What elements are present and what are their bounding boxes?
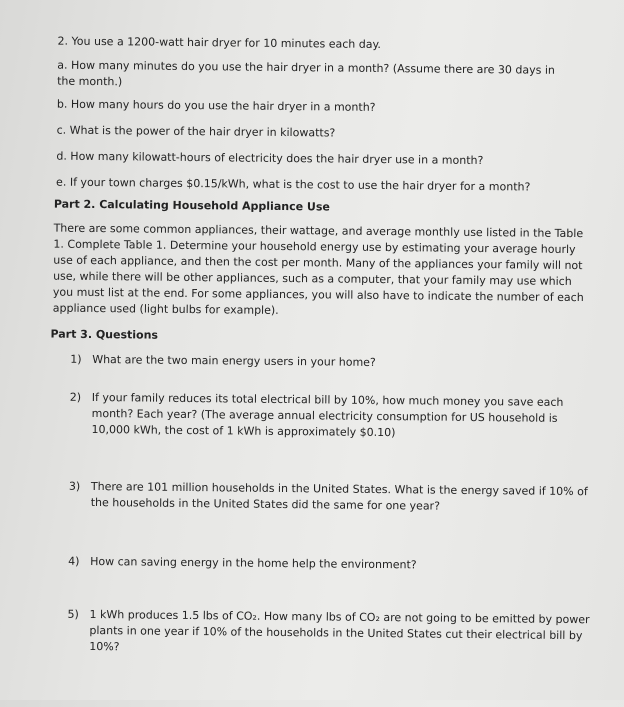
question-number: 3) [68,479,81,493]
question-3 [68,479,599,513]
problem-2-part-d: d. How many kilowatt-hours of electricity does the hair dryer use in a month? [56,149,484,168]
question-1 [70,352,600,369]
part-2-paragraph: There are some common appliances, their wattage, and average monthly use listed in the Table 1. Complete Table 1. Determine your household energy use by estimating your average hourly use of each appliance, and then the cost per month. Many of the appliances your family will not use, while there will be other appliances, such as a computer, that your family may use which you must list at the end. For some appliances, you will also have to indicate the number of each appliance used (light bulbs for example). [52,221,584,317]
question-5 [67,607,598,654]
problem-2-part-e: e. If your town charges $0.15/kWh, what is the cost to use the hair dryer for a month? [56,175,531,194]
question-text: There are 101 million households in the United States. What is the energy saved if 10% of the households in the United States did the same for one year? [90,479,588,513]
question-number: 5) [67,607,79,621]
question-number: 4) [68,554,80,568]
problem-2-part-b: b. How many hours do you use the hair dryer in a month? [56,97,376,114]
question-number: 1) [70,352,82,366]
question-text: If your family reduces its total electrical bill by 10%, how much money you save each month? Each year? (The average annual electricity consumption for US household is 10,000 kWh, the cost of 1 kWh is approximately $0.10) [91,390,564,440]
problem-2-part-a: a. How many minutes do you use the hair dryer in a month? (Assume there are 30 days in the month.) [57,58,555,89]
problem-2-part-c: c. What is the power of the hair dryer in kilowatts? [56,123,336,140]
question-2 [69,390,600,440]
question-number: 2) [69,390,82,404]
question-text: How can saving energy in the home help the environment? [90,554,417,572]
part-2-heading: Part 2. Calculating Household Appliance Use [53,197,330,214]
part-3-heading: Part 3. Questions [50,327,159,342]
problem-2-intro: 2. You use a 1200-watt hair dryer for 10 minutes each day. [57,34,382,51]
question-text: What are the two main energy users in your home? [92,352,376,369]
question-text: 1 kWh produces 1.5 lbs of CO₂. How many lbs of CO₂ are not going to be emitted by power plants in one year if 10% of the households in the United States cut their electrical bill by 10%? [89,607,590,654]
question-4 [68,554,598,572]
